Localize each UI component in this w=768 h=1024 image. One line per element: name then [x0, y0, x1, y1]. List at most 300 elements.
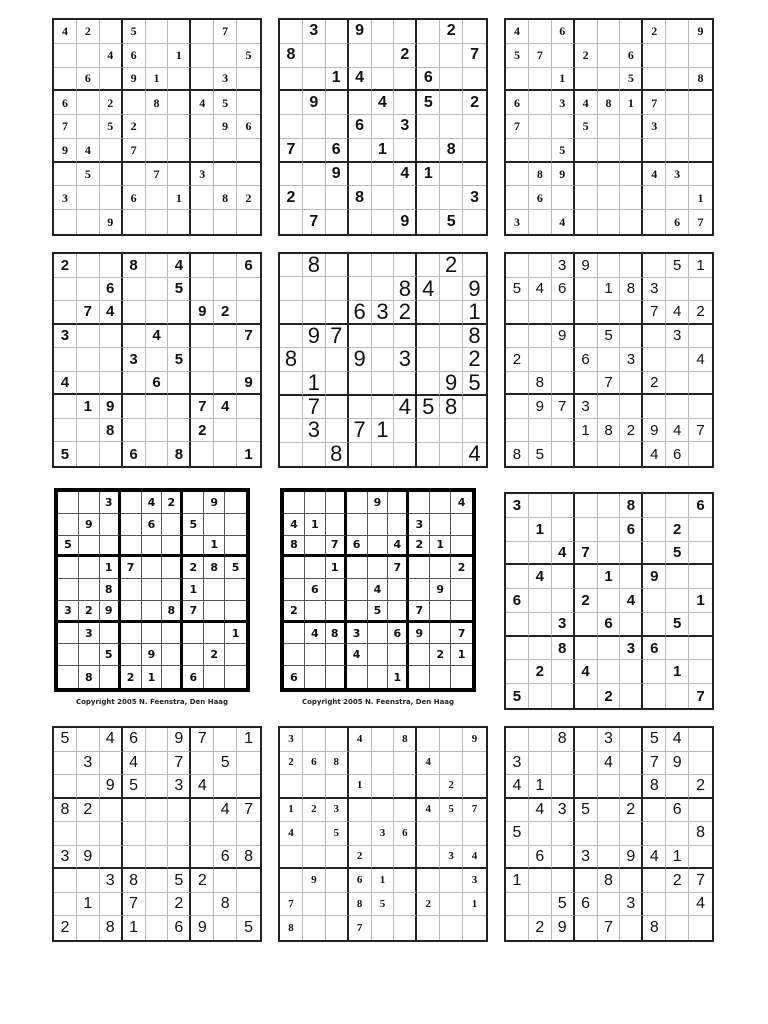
sudoku-cell[interactable] — [598, 115, 621, 139]
sudoku-cell[interactable] — [77, 869, 100, 893]
sudoku-cell[interactable] — [689, 799, 712, 823]
sudoku-cell[interactable] — [326, 666, 347, 688]
sudoku-cell[interactable]: 5 — [368, 601, 389, 623]
sudoku-cell[interactable]: 7 — [168, 752, 191, 776]
sudoku-cell[interactable]: 6 — [575, 348, 598, 372]
sudoku-cell[interactable]: 7 — [214, 20, 237, 44]
sudoku-cell[interactable] — [305, 601, 326, 623]
sudoku-cell[interactable] — [347, 579, 368, 601]
sudoku-cell[interactable] — [529, 301, 552, 325]
sudoku-cell[interactable]: 1 — [244, 445, 253, 463]
sudoku-cell[interactable] — [168, 163, 191, 187]
sudoku-cell[interactable]: 3 — [394, 348, 417, 371]
sudoku-cell[interactable]: 9 — [349, 348, 372, 371]
sudoku-cell[interactable]: 6 — [347, 536, 368, 558]
sudoku-cell[interactable] — [77, 348, 100, 372]
sudoku-cell[interactable]: 7 — [689, 419, 712, 443]
sudoku-cell[interactable]: 2 — [168, 893, 191, 917]
sudoku-cell[interactable] — [326, 301, 349, 325]
sudoku-cell[interactable] — [430, 666, 451, 688]
sudoku-cell[interactable] — [689, 372, 712, 396]
sudoku-cell[interactable] — [326, 869, 349, 893]
sudoku-cell[interactable] — [575, 278, 598, 302]
sudoku-cell[interactable] — [146, 44, 169, 68]
sudoku-cell[interactable]: 9 — [394, 210, 417, 234]
sudoku-cell[interactable] — [417, 419, 440, 442]
sudoku-cell[interactable]: 1 — [303, 372, 326, 396]
sudoku-cell[interactable] — [575, 613, 598, 637]
sudoku-cell[interactable]: 2 — [394, 44, 417, 68]
sudoku-cell[interactable] — [168, 301, 191, 325]
sudoku-cell[interactable]: 4 — [191, 91, 214, 115]
sudoku-cell[interactable] — [280, 372, 303, 396]
sudoku-cell[interactable] — [620, 752, 643, 776]
sudoku-cell[interactable]: 3 — [191, 163, 214, 187]
sudoku-cell[interactable]: 8 — [552, 728, 575, 752]
sudoku-cell[interactable]: 9 — [191, 916, 214, 940]
sudoku-cell[interactable]: 9 — [552, 325, 575, 349]
sudoku-cell[interactable] — [146, 869, 169, 893]
sudoku-cell[interactable] — [643, 348, 666, 372]
sudoku-cell[interactable]: 4 — [284, 514, 305, 536]
sudoku-cell[interactable]: 3 — [575, 395, 598, 419]
sudoku-cell[interactable] — [54, 419, 77, 443]
sudoku-cell[interactable] — [643, 893, 666, 917]
sudoku-cell[interactable] — [440, 348, 463, 371]
sudoku-cell[interactable]: 4 — [643, 163, 666, 187]
sudoku-cell[interactable] — [506, 799, 529, 823]
sudoku-cell[interactable] — [79, 579, 100, 601]
sudoku-cell[interactable] — [463, 916, 486, 940]
sudoku-cell[interactable]: 7 — [643, 301, 666, 325]
sudoku-cell[interactable]: 5 — [552, 139, 575, 163]
sudoku-cell[interactable] — [326, 601, 347, 623]
sudoku-cell[interactable] — [689, 91, 712, 115]
sudoku-cell[interactable] — [305, 492, 326, 514]
sudoku-cell[interactable]: 9 — [463, 728, 486, 752]
sudoku-cell[interactable]: 3 — [347, 623, 368, 645]
sudoku-cell[interactable] — [146, 139, 169, 163]
sudoku-cell[interactable] — [349, 277, 372, 300]
sudoku-cell[interactable]: 5 — [54, 442, 77, 466]
sudoku-cell[interactable] — [204, 514, 225, 536]
sudoku-cell[interactable] — [598, 637, 621, 661]
sudoku-cell[interactable] — [620, 822, 643, 846]
sudoku-cell[interactable]: 7 — [696, 687, 705, 705]
sudoku-cell[interactable]: 9 — [430, 579, 451, 601]
sudoku-cell[interactable] — [191, 372, 214, 396]
sudoku-cell[interactable]: 6 — [552, 278, 575, 302]
sudoku-cell[interactable] — [237, 348, 260, 372]
sudoku-cell[interactable] — [575, 775, 598, 799]
sudoku-cell[interactable] — [394, 893, 417, 917]
sudoku-cell[interactable] — [417, 869, 440, 893]
sudoku-cell[interactable]: 3 — [620, 893, 643, 917]
sudoku-cell[interactable]: 1 — [372, 869, 395, 893]
sudoku-cell[interactable]: 5 — [168, 278, 191, 302]
sudoku-cell[interactable] — [204, 579, 225, 601]
sudoku-cell[interactable] — [100, 186, 123, 210]
sudoku-cell[interactable] — [183, 644, 204, 666]
sudoku-cell[interactable] — [121, 601, 142, 623]
sudoku-cell[interactable] — [225, 514, 246, 536]
sudoku-cell[interactable]: 4 — [689, 348, 712, 372]
sudoku-cell[interactable] — [54, 210, 77, 234]
sudoku-cell[interactable]: 6 — [237, 254, 260, 278]
sudoku-cell[interactable]: 8 — [237, 846, 260, 870]
sudoku-cell[interactable] — [689, 637, 712, 661]
sudoku-cell[interactable] — [121, 623, 142, 645]
sudoku-cell[interactable] — [100, 623, 121, 645]
sudoku-cell[interactable] — [168, 210, 191, 234]
sudoku-cell[interactable]: 1 — [372, 419, 395, 442]
sudoku-cell[interactable]: 8 — [349, 893, 372, 917]
sudoku-cell[interactable]: 2 — [440, 254, 463, 277]
sudoku-cell[interactable] — [77, 916, 100, 940]
sudoku-cell[interactable] — [689, 613, 712, 637]
sudoku-cell[interactable] — [598, 186, 621, 210]
sudoku-cell[interactable]: 6 — [349, 301, 372, 325]
sudoku-cell[interactable]: 7 — [463, 44, 486, 68]
sudoku-cell[interactable]: 6 — [349, 869, 372, 893]
sudoku-cell[interactable]: 7 — [121, 557, 142, 579]
sudoku-cell[interactable]: 5 — [214, 752, 237, 776]
sudoku-cell[interactable] — [620, 728, 643, 752]
sudoku-cell[interactable]: 8 — [394, 277, 417, 300]
sudoku-cell[interactable]: 8 — [280, 44, 303, 68]
sudoku-cell[interactable] — [417, 301, 440, 325]
sudoku-cell[interactable] — [303, 163, 326, 187]
sudoku-cell[interactable] — [575, 301, 598, 325]
sudoku-cell[interactable] — [409, 492, 430, 514]
sudoku-cell[interactable]: 2 — [506, 348, 529, 372]
sudoku-cell[interactable] — [598, 301, 621, 325]
sudoku-cell[interactable] — [575, 163, 598, 187]
sudoku-cell[interactable] — [666, 684, 689, 708]
sudoku-cell[interactable]: 6 — [284, 666, 305, 688]
sudoku-cell[interactable]: 4 — [506, 775, 529, 799]
sudoku-cell[interactable] — [326, 254, 349, 277]
sudoku-cell[interactable] — [417, 728, 440, 752]
sudoku-cell[interactable] — [388, 601, 409, 623]
sudoku-cell[interactable] — [643, 589, 666, 613]
sudoku-cell[interactable]: 1 — [430, 536, 451, 558]
sudoku-cell[interactable] — [409, 644, 430, 666]
sudoku-cell[interactable] — [280, 869, 303, 893]
sudoku-cell[interactable] — [77, 278, 100, 302]
sudoku-cell[interactable] — [417, 775, 440, 799]
sudoku-cell[interactable] — [372, 254, 395, 277]
sudoku-cell[interactable]: 5 — [417, 396, 440, 419]
sudoku-cell[interactable] — [214, 372, 237, 396]
sudoku-cell[interactable]: 5 — [666, 254, 689, 278]
sudoku-cell[interactable] — [552, 348, 575, 372]
sudoku-cell[interactable] — [349, 822, 372, 846]
sudoku-cell[interactable] — [552, 846, 575, 870]
sudoku-cell[interactable] — [666, 589, 689, 613]
sudoku-cell[interactable] — [191, 68, 214, 92]
sudoku-cell[interactable] — [146, 728, 169, 752]
sudoku-cell[interactable]: 9 — [142, 644, 163, 666]
sudoku-cell[interactable]: 4 — [100, 44, 123, 68]
sudoku-cell[interactable] — [123, 419, 146, 443]
sudoku-cell[interactable]: 1 — [689, 589, 712, 613]
sudoku-cell[interactable]: 4 — [575, 91, 598, 115]
sudoku-cell[interactable] — [552, 115, 575, 139]
sudoku-cell[interactable] — [575, 20, 598, 44]
sudoku-cell[interactable]: 3 — [79, 623, 100, 645]
sudoku-cell[interactable] — [280, 419, 303, 442]
sudoku-cell[interactable] — [598, 139, 621, 163]
sudoku-cell[interactable] — [54, 752, 77, 776]
sudoku-cell[interactable] — [305, 536, 326, 558]
sudoku-cell[interactable]: 9 — [463, 277, 486, 300]
sudoku-cell[interactable] — [326, 644, 347, 666]
sudoku-cell[interactable] — [123, 325, 146, 349]
sudoku-cell[interactable]: 2 — [237, 186, 260, 210]
sudoku-cell[interactable]: 6 — [237, 115, 260, 139]
sudoku-cell[interactable] — [326, 846, 349, 870]
sudoku-cell[interactable] — [303, 277, 326, 300]
sudoku-cell[interactable]: 4 — [666, 419, 689, 443]
sudoku-cell[interactable]: 2 — [689, 301, 712, 325]
sudoku-cell[interactable] — [168, 139, 191, 163]
sudoku-cell[interactable]: 6 — [598, 613, 621, 637]
sudoku-cell[interactable] — [463, 139, 486, 163]
sudoku-cell[interactable]: 8 — [280, 348, 303, 371]
sudoku-cell[interactable] — [372, 115, 395, 139]
sudoku-cell[interactable] — [121, 514, 142, 536]
sudoku-cell[interactable]: 9 — [349, 20, 372, 44]
sudoku-cell[interactable] — [214, 728, 237, 752]
sudoku-cell[interactable] — [214, 916, 237, 940]
sudoku-cell[interactable]: 5 — [237, 44, 260, 68]
sudoku-cell[interactable] — [58, 514, 79, 536]
sudoku-cell[interactable] — [303, 301, 326, 325]
sudoku-cell[interactable]: 1 — [77, 395, 100, 419]
sudoku-cell[interactable]: 3 — [506, 210, 529, 234]
sudoku-cell[interactable]: 6 — [529, 846, 552, 870]
sudoku-cell[interactable]: 2 — [280, 752, 303, 776]
sudoku-cell[interactable]: 2 — [183, 557, 204, 579]
sudoku-cell[interactable]: 3 — [100, 869, 123, 893]
sudoku-cell[interactable]: 8 — [463, 325, 486, 348]
sudoku-cell[interactable]: 3 — [552, 254, 575, 278]
sudoku-cell[interactable]: 1 — [620, 91, 643, 115]
sudoku-cell[interactable]: 2 — [303, 799, 326, 823]
sudoku-cell[interactable] — [643, 494, 666, 518]
sudoku-cell[interactable] — [598, 846, 621, 870]
sudoku-cell[interactable]: 9 — [440, 372, 463, 396]
sudoku-cell[interactable]: 9 — [214, 115, 237, 139]
sudoku-cell[interactable] — [142, 536, 163, 558]
sudoku-cell[interactable] — [372, 163, 395, 187]
sudoku-cell[interactable]: 7 — [689, 869, 712, 893]
sudoku-cell[interactable] — [123, 846, 146, 870]
sudoku-cell[interactable]: 6 — [77, 68, 100, 92]
sudoku-cell[interactable]: 4 — [506, 20, 529, 44]
sudoku-cell[interactable] — [409, 666, 430, 688]
sudoku-cell[interactable] — [506, 163, 529, 187]
sudoku-cell[interactable]: 6 — [506, 91, 529, 115]
sudoku-cell[interactable] — [666, 775, 689, 799]
sudoku-cell[interactable]: 2 — [575, 589, 598, 613]
sudoku-cell[interactable] — [54, 278, 77, 302]
sudoku-cell[interactable]: 1 — [305, 514, 326, 536]
sudoku-cell[interactable] — [417, 822, 440, 846]
sudoku-cell[interactable] — [552, 775, 575, 799]
sudoku-cell[interactable]: 4 — [417, 752, 440, 776]
sudoku-cell[interactable] — [214, 163, 237, 187]
sudoku-cell[interactable]: 4 — [575, 660, 598, 684]
sudoku-cell[interactable] — [643, 822, 666, 846]
sudoku-cell[interactable] — [689, 542, 712, 566]
sudoku-cell[interactable] — [303, 822, 326, 846]
sudoku-cell[interactable] — [100, 20, 123, 44]
sudoku-cell[interactable] — [529, 115, 552, 139]
sudoku-cell[interactable]: 4 — [388, 536, 409, 558]
sudoku-cell[interactable] — [54, 893, 77, 917]
sudoku-cell[interactable]: 8 — [54, 799, 77, 823]
sudoku-cell[interactable] — [430, 492, 451, 514]
sudoku-cell[interactable] — [417, 44, 440, 68]
sudoku-cell[interactable] — [326, 277, 349, 300]
sudoku-cell[interactable] — [142, 601, 163, 623]
sudoku-cell[interactable]: 3 — [394, 115, 417, 139]
sudoku-cell[interactable]: 8 — [214, 893, 237, 917]
sudoku-cell[interactable]: 1 — [204, 536, 225, 558]
sudoku-cell[interactable] — [388, 579, 409, 601]
sudoku-cell[interactable]: 3 — [54, 846, 77, 870]
sudoku-cell[interactable] — [620, 301, 643, 325]
sudoku-cell[interactable]: 1 — [689, 254, 712, 278]
sudoku-cell[interactable] — [123, 278, 146, 302]
sudoku-cell[interactable] — [394, 186, 417, 210]
sudoku-cell[interactable] — [146, 822, 169, 846]
sudoku-cell[interactable] — [214, 822, 237, 846]
sudoku-cell[interactable] — [123, 163, 146, 187]
sudoku-cell[interactable] — [214, 139, 237, 163]
sudoku-cell[interactable] — [204, 666, 225, 688]
sudoku-cell[interactable]: 6 — [620, 518, 643, 542]
sudoku-cell[interactable] — [506, 728, 529, 752]
sudoku-cell[interactable] — [529, 542, 552, 566]
sudoku-cell[interactable] — [643, 139, 666, 163]
sudoku-cell[interactable] — [643, 186, 666, 210]
sudoku-cell[interactable]: 5 — [506, 684, 529, 708]
sudoku-cell[interactable]: 5 — [372, 893, 395, 917]
sudoku-cell[interactable]: 2 — [100, 91, 123, 115]
sudoku-cell[interactable] — [598, 210, 621, 234]
sudoku-cell[interactable] — [529, 494, 552, 518]
sudoku-cell[interactable] — [529, 210, 552, 234]
sudoku-cell[interactable] — [394, 916, 417, 940]
sudoku-cell[interactable] — [620, 916, 643, 940]
sudoku-cell[interactable]: 5 — [54, 728, 77, 752]
sudoku-cell[interactable]: 2 — [430, 644, 451, 666]
sudoku-cell[interactable] — [372, 44, 395, 68]
sudoku-cell[interactable] — [146, 893, 169, 917]
sudoku-cell[interactable] — [100, 254, 123, 278]
sudoku-cell[interactable] — [430, 557, 451, 579]
sudoku-cell[interactable]: 4 — [349, 728, 372, 752]
sudoku-cell[interactable] — [394, 372, 417, 396]
sudoku-cell[interactable] — [620, 210, 643, 234]
sudoku-cell[interactable] — [394, 752, 417, 776]
sudoku-cell[interactable] — [347, 666, 368, 688]
sudoku-cell[interactable] — [666, 68, 689, 92]
sudoku-cell[interactable] — [214, 348, 237, 372]
sudoku-cell[interactable] — [575, 869, 598, 893]
sudoku-cell[interactable]: 9 — [54, 139, 77, 163]
sudoku-cell[interactable] — [689, 728, 712, 752]
sudoku-cell[interactable] — [349, 254, 372, 277]
sudoku-cell[interactable]: 3 — [303, 419, 326, 442]
sudoku-cell[interactable] — [575, 325, 598, 349]
sudoku-cell[interactable] — [162, 644, 183, 666]
sudoku-cell[interactable] — [368, 623, 389, 645]
sudoku-cell[interactable]: 6 — [214, 846, 237, 870]
sudoku-cell[interactable] — [146, 301, 169, 325]
sudoku-cell[interactable]: 3 — [214, 68, 237, 92]
sudoku-cell[interactable] — [643, 660, 666, 684]
sudoku-cell[interactable] — [280, 20, 303, 44]
sudoku-cell[interactable] — [79, 492, 100, 514]
sudoku-cell[interactable] — [284, 644, 305, 666]
sudoku-cell[interactable] — [666, 372, 689, 396]
sudoku-cell[interactable] — [552, 442, 575, 466]
sudoku-cell[interactable] — [162, 579, 183, 601]
sudoku-cell[interactable] — [237, 68, 260, 92]
sudoku-cell[interactable] — [100, 68, 123, 92]
sudoku-cell[interactable] — [575, 139, 598, 163]
sudoku-cell[interactable] — [100, 536, 121, 558]
sudoku-cell[interactable] — [58, 623, 79, 645]
sudoku-cell[interactable] — [146, 419, 169, 443]
sudoku-cell[interactable]: 8 — [303, 254, 326, 277]
sudoku-cell[interactable] — [237, 163, 260, 187]
sudoku-cell[interactable]: 8 — [100, 916, 123, 940]
sudoku-cell[interactable] — [146, 348, 169, 372]
sudoku-cell[interactable] — [326, 44, 349, 68]
sudoku-cell[interactable] — [326, 115, 349, 139]
sudoku-cell[interactable] — [598, 893, 621, 917]
sudoku-cell[interactable] — [79, 536, 100, 558]
sudoku-cell[interactable] — [598, 44, 621, 68]
sudoku-cell[interactable]: 9 — [643, 565, 666, 589]
sudoku-cell[interactable] — [598, 348, 621, 372]
sudoku-cell[interactable]: 3 — [598, 728, 621, 752]
sudoku-cell[interactable] — [689, 163, 712, 187]
sudoku-cell[interactable] — [417, 210, 440, 234]
sudoku-cell[interactable] — [280, 846, 303, 870]
sudoku-cell[interactable]: 1 — [168, 44, 191, 68]
sudoku-cell[interactable]: 7 — [280, 893, 303, 917]
sudoku-cell[interactable] — [121, 492, 142, 514]
sudoku-cell[interactable] — [529, 91, 552, 115]
sudoku-cell[interactable] — [168, 372, 191, 396]
sudoku-cell[interactable]: 9 — [529, 395, 552, 419]
sudoku-cell[interactable]: 9 — [100, 775, 123, 799]
sudoku-cell[interactable] — [54, 301, 77, 325]
sudoku-cell[interactable]: 7 — [575, 542, 598, 566]
sudoku-cell[interactable] — [349, 91, 372, 115]
sudoku-cell[interactable]: 8 — [168, 442, 191, 466]
sudoku-cell[interactable] — [689, 565, 712, 589]
sudoku-cell[interactable] — [237, 139, 260, 163]
sudoku-cell[interactable] — [394, 325, 417, 348]
sudoku-cell[interactable]: 5 — [168, 869, 191, 893]
